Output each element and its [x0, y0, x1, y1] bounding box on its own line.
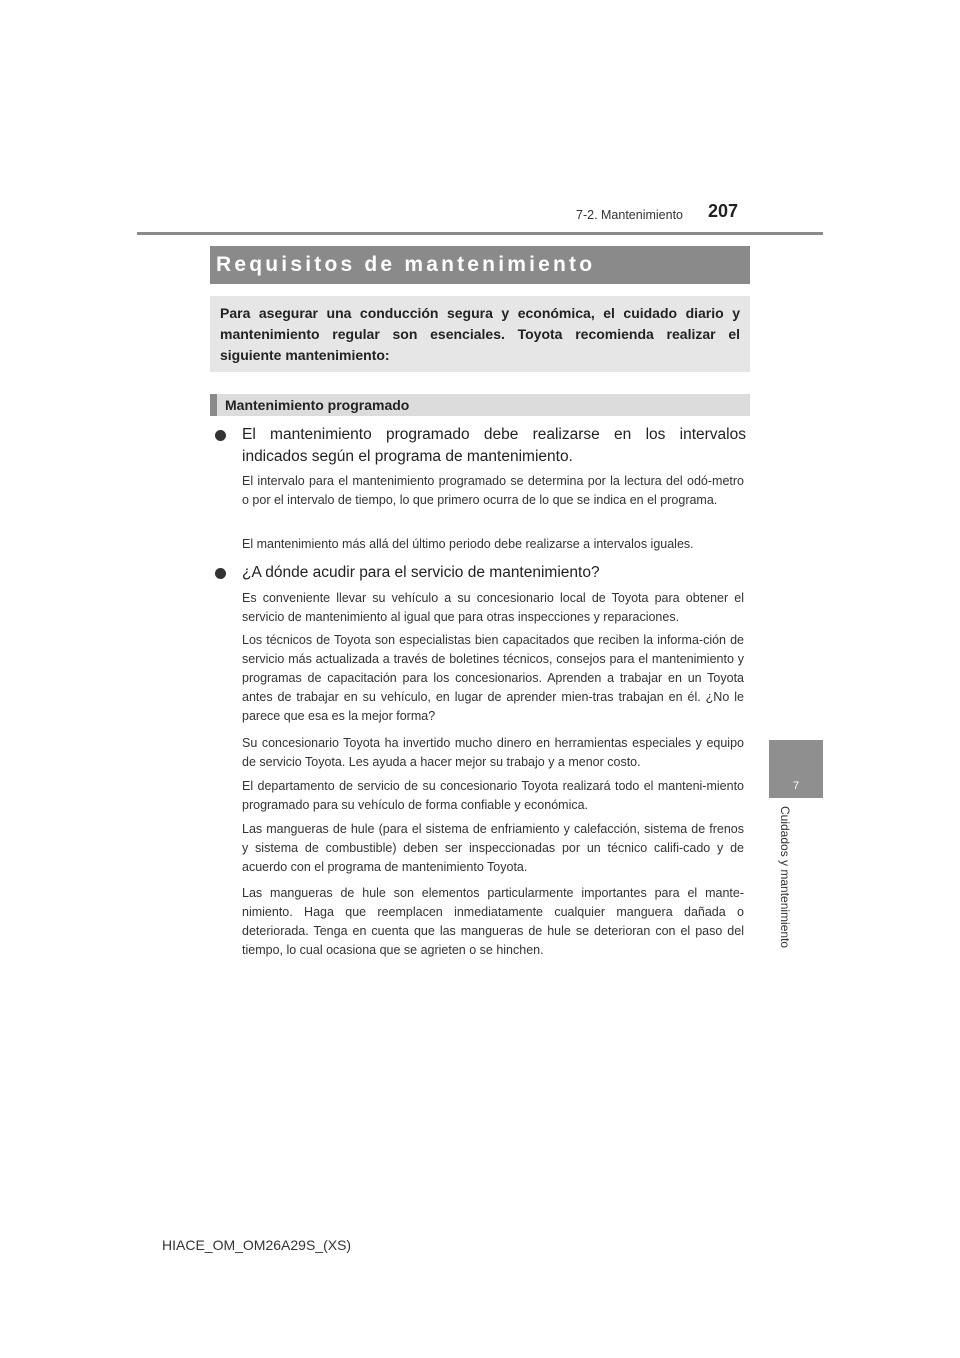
bullet-icon — [215, 430, 226, 441]
bullet-title: ¿A dónde acudir para el servicio de mantenimiento? — [242, 564, 600, 581]
intro-text: Para asegurar una conducción segura y económica, el cuidado diario y mantenimiento regular son esenciales. Toyota recomienda realizar el siguiente mantenimiento: — [220, 305, 740, 363]
page-title-bar — [210, 246, 750, 284]
subheading: Mantenimiento programado — [225, 397, 410, 413]
header-divider — [137, 232, 823, 235]
bullet-item — [212, 562, 746, 584]
body-paragraph: Las mangueras de hule son elementos particularmente importantes para el mante-nimiento. Haga que reemplacen inmediatamente cualquier manguera dañada o deteriorada. Tenga en cuenta que las mangueras de hule se deterioran con el paso del tiempo, lo cual ocasiona que se agrieten o se hinchen. — [242, 886, 744, 957]
body-paragraph: Su concesionario Toyota ha invertido mucho dinero en herramientas especiales y equipo de servicio Toyota. Les ayuda a hacer mejor su trabajo y a menor costo. — [242, 736, 744, 769]
bullet-title: El mantenimiento programado debe realizarse en los intervalos indicados según el programa de mantenimiento. — [242, 426, 746, 465]
chapter-label-text: Cuidados y mantenimiento — [778, 806, 792, 949]
section-breadcrumb: 7-2. Mantenimiento — [576, 208, 684, 222]
body-paragraph: Las mangueras de hule (para el sistema de enfriamiento y calefacción, sistema de frenos y sistema de combustible) deben ser inspeccionadas por un técnico califi-cado y de acuerdo con el programa de mantenimiento Toyota. — [242, 822, 744, 874]
intro-box — [210, 296, 750, 372]
bullet-icon — [215, 568, 226, 579]
body-paragraph: Los técnicos de Toyota son especialistas bien capacitados que reciben la informa-ción de servicio más actualizada a través de boletines técnicos, consejos para el mantenimiento y programas de capacitación para los concesionarios. Aprenden a trabajar en un Toyota antes de trabajar en su vehículo, en lugar de aprender mien-tras trabajan en él. ¿No le parece que esa es la mejor forma? — [242, 633, 744, 723]
body-paragraph: El departamento de servicio de su concesionario Toyota realizará todo el manteni-miento programado para su vehículo de forma confiable y económica. — [242, 779, 744, 812]
chapter-tab — [769, 740, 823, 798]
body-paragraph: Es conveniente llevar su vehículo a su concesionario local de Toyota para obtener el servicio de mantenimiento al igual que para otras inspecciones y reparaciones. — [242, 591, 744, 624]
body-paragraph: El intervalo para el mantenimiento programado se determina por la lectura del odó-metro o por el intervalo de tiempo, lo que primero ocurra de lo que se indica en el programa. — [242, 474, 744, 507]
subheading-bar — [210, 394, 750, 416]
page-number: 207 — [708, 201, 739, 221]
page-title: Requisitos de mantenimiento — [216, 253, 596, 276]
bullet-item — [212, 424, 746, 468]
document-code: HIACE_OM_OM26A29S_(XS) — [162, 1237, 352, 1253]
chapter-number: 7 — [792, 780, 800, 792]
chapter-label — [777, 806, 793, 962]
body-paragraph: El mantenimiento más allá del último periodo debe realizarse a intervalos iguales. — [242, 537, 694, 551]
